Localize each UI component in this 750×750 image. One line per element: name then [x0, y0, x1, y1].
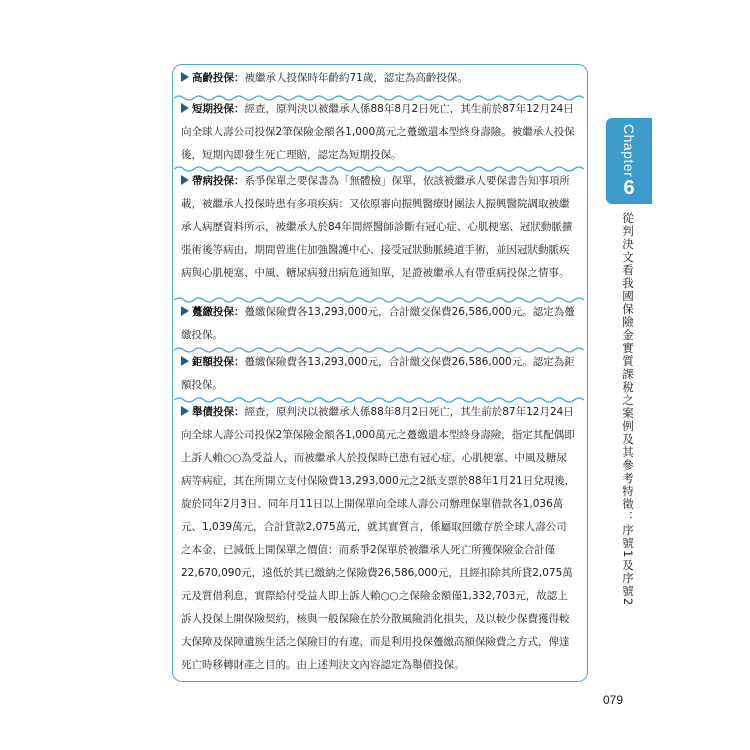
- entry-term: 帶病投保: [192, 175, 234, 187]
- entry-text: 系爭保單之要保書為「無體檢」保單，依該被繼承人要保書告知事項所載，被繼承人投保時患有多項疾病：又依原審向振興醫療財團法人振興醫院調取被繼承人病歷資料所示，被繼承人於84年間經醫師診斷有冠心症、心肌梗塞、冠狀動脈擴張術後等病由，期間曾進住加強醫護中心、接受冠狀動脈繞道手術，並因冠狀動脈疾病與心肌梗塞、中風、糖尿病發出病危通知單，足證被繼承人有帶重病投保之情事。: [181, 175, 573, 279]
- chapter-tab: [606, 118, 652, 204]
- wavy-divider: [174, 94, 586, 102]
- entry-paragraph: 帶病投保：系爭保單之要保書為「無體檢」保單，依該被繼承人要保書告知事項所載，被繼承人投保時患有多項疾病：又依原審向振興醫療財團法人振興醫院調取被繼承人病歷資料所示，被繼承人於84年間經醫師診斷有冠心症、心肌梗塞、冠狀動脈擴張術後等病由，期間曾進住加強醫護中心、接受冠狀動脈繞道手術，並因冠狀動脈疾病與心肌梗塞、中風、糖尿病發出病危通知單，足證被繼承人有帶重病投保之情事。: [181, 175, 573, 279]
- chapter-number: 6: [623, 177, 635, 200]
- entry-paragraph: 躉繳投保：躉繳保險費各13,293,000元，合計繳交保費26,586,000元。認定為躉繳投保。: [181, 306, 575, 341]
- entry-text: 躉繳保險費各13,293,000元，合計繳交保費26,586,000元。認定為鉅額投保。: [181, 356, 575, 391]
- entry-short-term-insurance: [181, 98, 577, 167]
- triangle-bullet-icon: [181, 175, 189, 185]
- entry-paragraph: 高齡投保：被繼承人投保時年齡約71歲，認定為高齡投保。: [181, 67, 577, 90]
- entry-paragraph: 短期投保：經查，原判決以被繼承人係88年8月2日死亡，其生前於87年12月24日向全球人壽公司投保2筆保險金額各1,000萬元之躉繳還本型終身壽險。被繼承人投保後，短期內即發生死亡理賠，認定為短期投保。: [181, 103, 575, 161]
- chapter-side-title: 從判決文看我國保險金實質課稅之案例及其參考特徵：序號1及序號2: [621, 212, 635, 607]
- entry-text: 經查，原判決以被繼承人係88年8月2日死亡，其生前於87年12月24日向全球人壽公司投保2筆保險金額各1,000萬元之躉繳還本型終身壽險，指定其配偶即上訴人賴○○為受益人，而被繼承人於投保時已患有冠心症、心肌梗塞、中風及糖尿病等病症，其在所開立支付保險費13,293,000元之2紙支票於88年1月21日兌現後，旋於同年2月3日、同年月11日以上開保單向全球人壽公司辦理保單借款各1,036萬元、1,039萬元，合計貸款2,075萬元，就其實質言，係屬取回繳存於全球人壽公司之本金，已減低上開保單之價值：而系爭2保單於被繼承人死亡所獲保險金合計僅22,670,090元，遠低於其已繳納之保險費26,586,000元，且經扣除其所貸2,075萬元及質借利息，實際給付受益人即上訴人賴○○之保險金額僅1,332,703元，故認上訴人投保上開保險契約，核與一般保險在於分散風險消化損失，及以較少保費獲得較大保障及保障遺族生活之保險目的有違，而是利用投保躉繳高額保險費之方式，俾達死亡時移轉財產之目的。由上述判決文內容認定為舉債投保。: [181, 406, 576, 671]
- entry-term: 躉繳投保: [192, 306, 234, 318]
- entry-paragraph: 鉅額投保：躉繳保險費各13,293,000元，合計繳交保費26,586,000元。認定為鉅額投保。: [181, 356, 575, 391]
- entry-paragraph: 舉債投保：經查，原判決以被繼承人係88年8月2日死亡，其生前於87年12月24日向全球人壽公司投保2筆保險金額各1,000萬元之躉繳還本型終身壽險，指定其配偶即上訴人賴○○為受益人，而被繼承人於投保時已患有冠心症、心肌梗塞、中風及糖尿病等病症，其在所開立支付保險費13,293,000元之2紙支票於88年1月21日兌現後，旋於同年2月3日、同年月11日以上開保單向全球人壽公司辦理保單借款各1,036萬元、1,039萬元，合計貸款2,075萬元，就其實質言，係屬取回繳存於全球人壽公司之本金，已減低上開保單之價值：而系爭2保單於被繼承人死亡所獲保險金合計僅22,670,090元，遠低於其已繳納之保險費26,586,000元，且經扣除其所貸2,075萬元及質借利息，實際給付受益人即上訴人賴○○之保險金額僅1,332,703元，故認上訴人投保上開保險契約，核與一般保險在於分散風險消化損失，及以較少保費獲得較大保障及保障遺族生活之保險目的有違，而是利用投保躉繳高額保險費之方式，俾達死亡時移轉財產之目的。由上述判決文內容認定為舉債投保。: [181, 406, 576, 671]
- triangle-bullet-icon: [181, 406, 189, 416]
- entry-elderly-insurance: [181, 67, 577, 90]
- content-box: [172, 64, 588, 682]
- entry-debt-insurance: [181, 401, 577, 677]
- entry-large-amount-insurance: [181, 351, 577, 397]
- entry-term: 舉債投保: [192, 406, 234, 418]
- triangle-bullet-icon: [181, 356, 189, 366]
- entry-term: 短期投保: [192, 103, 234, 115]
- entry-illness-insurance: [181, 170, 577, 285]
- entry-lump-sum-insurance: [181, 301, 577, 347]
- entry-text: 被繼承人投保時年齡約71歲，認定為高齡投保。: [244, 72, 468, 84]
- entry-term: 鉅額投保: [192, 356, 234, 368]
- wavy-divider: [174, 396, 586, 404]
- entry-text: 躉繳保險費各13,293,000元，合計繳交保費26,586,000元。認定為躉繳投保。: [181, 306, 575, 341]
- triangle-bullet-icon: [181, 72, 189, 82]
- triangle-bullet-icon: [181, 306, 189, 316]
- entry-term: 高齡投保: [192, 72, 234, 84]
- triangle-bullet-icon: [181, 103, 189, 113]
- entry-text: 經查，原判決以被繼承人係88年8月2日死亡，其生前於87年12月24日向全球人壽公司投保2筆保險金額各1,000萬元之躉繳還本型終身壽險。被繼承人投保後，短期內即發生死亡理賠，認定為短期投保。: [181, 103, 575, 161]
- wavy-divider: [174, 165, 586, 173]
- page-number: 079: [603, 693, 624, 707]
- chapter-label: Chapter: [621, 124, 637, 178]
- wavy-divider: [174, 296, 586, 304]
- wavy-divider: [174, 346, 586, 354]
